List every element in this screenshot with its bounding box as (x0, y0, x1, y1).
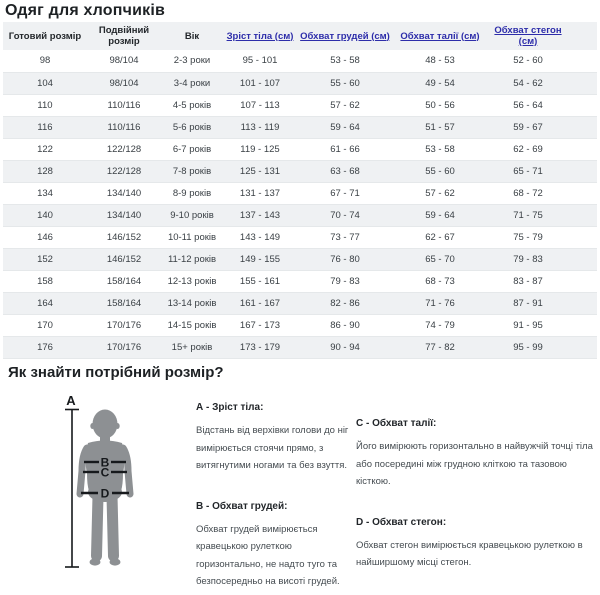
table-cell: 71 - 75 (487, 204, 597, 226)
column-header (487, 22, 597, 50)
table-cell: 167 - 173 (223, 314, 297, 336)
table-cell: 137 - 143 (223, 204, 297, 226)
table-cell: 5-6 років (161, 116, 223, 138)
table-cell: 4-5 років (161, 94, 223, 116)
column-header: Вік (161, 22, 223, 50)
table-row (3, 226, 597, 248)
table-cell: 79 - 83 (297, 270, 393, 292)
header-row (3, 22, 597, 50)
table-cell: 113 - 119 (223, 116, 297, 138)
table-cell: 110/116 (87, 94, 161, 116)
table-cell: 161 - 167 (223, 292, 297, 314)
table-cell: 65 - 70 (393, 248, 487, 270)
table-cell: 59 - 67 (487, 116, 597, 138)
table-cell: 53 - 58 (297, 50, 393, 72)
table-cell: 152 (3, 248, 87, 270)
table-cell: 68 - 73 (393, 270, 487, 292)
table-cell: 143 - 149 (223, 226, 297, 248)
table-row (3, 138, 597, 160)
guide-item-text: Обхват стегон вимірюється кравецькою рулеткою в найширшому місці стегон. (356, 539, 583, 569)
table-row (3, 204, 597, 226)
table-cell: 65 - 71 (487, 160, 597, 182)
table-row (3, 116, 597, 138)
table-cell: 62 - 67 (393, 226, 487, 248)
size-table-header (3, 22, 597, 50)
page-title: Одяг для хлопчиків (5, 2, 166, 19)
guide-item (196, 402, 356, 475)
guide-item-text: Його вимірюють горизонтально в найвужчій точці тіла або посередині між грудною кліткою та тазовою кісткою. (356, 441, 593, 488)
table-cell: 86 - 90 (297, 314, 393, 336)
table-cell: 170/176 (87, 314, 161, 336)
table-cell: 9-10 років (161, 204, 223, 226)
table-row (3, 248, 597, 270)
table-cell: 53 - 58 (393, 138, 487, 160)
table-row (3, 50, 597, 72)
table-cell: 71 - 76 (393, 292, 487, 314)
table-cell: 59 - 64 (297, 116, 393, 138)
column-header-link[interactable]: Зріст тіла (см) (226, 30, 294, 42)
table-cell: 146/152 (87, 226, 161, 248)
table-cell: 107 - 113 (223, 94, 297, 116)
table-cell: 158/164 (87, 292, 161, 314)
table-cell: 110 (3, 94, 87, 116)
table-cell: 95 - 99 (487, 336, 597, 358)
table-cell: 55 - 60 (297, 72, 393, 94)
table-cell: 119 - 125 (223, 138, 297, 160)
section-title: Як знайти потрібний розмір? (8, 364, 224, 381)
guide-item-heading: С - Обхват талії: (356, 418, 437, 429)
guide-column-right (356, 418, 594, 572)
table-cell: 173 - 179 (223, 336, 297, 358)
table-cell: 134 (3, 182, 87, 204)
table-cell: 11-12 років (161, 248, 223, 270)
table-cell: 59 - 64 (393, 204, 487, 226)
table-cell: 52 - 60 (487, 50, 597, 72)
table-cell: 8-9 років (161, 182, 223, 204)
table-cell: 51 - 57 (393, 116, 487, 138)
table-cell: 14-15 років (161, 314, 223, 336)
table-cell: 101 - 107 (223, 72, 297, 94)
table-row (3, 292, 597, 314)
table-cell: 98 (3, 50, 87, 72)
table-cell: 12-13 років (161, 270, 223, 292)
silhouette-feet (90, 558, 121, 565)
table-cell: 10-11 років (161, 226, 223, 248)
table-row (3, 270, 597, 292)
size-table-body (3, 50, 597, 358)
table-cell: 2-3 роки (161, 50, 223, 72)
table-cell: 98/104 (87, 50, 161, 72)
table-cell: 57 - 62 (297, 94, 393, 116)
column-header-link[interactable]: Обхват грудей (см) (300, 30, 390, 42)
table-cell: 158/164 (87, 270, 161, 292)
table-cell: 70 - 74 (297, 204, 393, 226)
column-header: Подвійний розмір (87, 22, 161, 50)
table-cell: 87 - 91 (487, 292, 597, 314)
label-a: A (66, 393, 76, 408)
column-header-link[interactable]: Обхват талії (см) (400, 30, 480, 42)
table-cell: 140 (3, 204, 87, 226)
table-cell: 54 - 62 (487, 72, 597, 94)
column-header (297, 22, 393, 50)
table-cell: 134/140 (87, 182, 161, 204)
table-cell: 128 (3, 160, 87, 182)
table-cell: 83 - 87 (487, 270, 597, 292)
table-cell: 67 - 71 (297, 182, 393, 204)
table-cell: 62 - 69 (487, 138, 597, 160)
table-cell: 55 - 60 (393, 160, 487, 182)
table-cell: 57 - 62 (393, 182, 487, 204)
table-cell: 164 (3, 292, 87, 314)
column-header: Готовий розмір (3, 22, 87, 50)
table-row (3, 336, 597, 358)
table-cell: 134/140 (87, 204, 161, 226)
guide-item-heading: В - Обхват грудей: (196, 500, 288, 512)
table-cell: 146/152 (87, 248, 161, 270)
guide-column-left (196, 402, 356, 591)
height-measure-line (65, 410, 79, 568)
table-cell: 75 - 79 (487, 226, 597, 248)
table-cell: 91 - 95 (487, 314, 597, 336)
table-cell: 170 (3, 314, 87, 336)
table-cell: 98/104 (87, 72, 161, 94)
guide-item-heading: D - Обхват стегон: (356, 516, 447, 528)
table-cell: 125 - 131 (223, 160, 297, 182)
table-cell: 104 (3, 72, 87, 94)
table-cell: 116 (3, 116, 87, 138)
table-cell: 95 - 101 (223, 50, 297, 72)
label-c: C (100, 465, 110, 480)
table-cell: 73 - 77 (297, 226, 393, 248)
table-cell: 90 - 94 (297, 336, 393, 358)
label-d: D (100, 486, 110, 501)
table-cell: 7-8 років (161, 160, 223, 182)
table-cell: 49 - 54 (393, 72, 487, 94)
table-row (3, 182, 597, 204)
table-cell: 77 - 82 (393, 336, 487, 358)
table-cell: 76 - 80 (297, 248, 393, 270)
guide-item (196, 501, 356, 591)
table-cell: 131 - 137 (223, 182, 297, 204)
table-cell: 68 - 72 (487, 182, 597, 204)
table-cell: 122/128 (87, 138, 161, 160)
table-cell: 158 (3, 270, 87, 292)
table-cell: 63 - 68 (297, 160, 393, 182)
column-header (223, 22, 297, 50)
table-cell: 110/116 (87, 116, 161, 138)
table-cell: 61 - 66 (297, 138, 393, 160)
measurement-diagram (55, 393, 190, 593)
table-row (3, 314, 597, 336)
column-header (393, 22, 487, 50)
table-row (3, 160, 597, 182)
table-cell: 82 - 86 (297, 292, 393, 314)
table-cell: 50 - 56 (393, 94, 487, 116)
table-cell: 122 (3, 138, 87, 160)
column-header-link[interactable]: Обхват стегон (см) (494, 25, 562, 47)
table-cell: 149 - 155 (223, 248, 297, 270)
guide-item-text: Відстань від верхівки голови до ніг вимірюється стоячи прямо, з витягнутими ногами та без взуття. (196, 425, 349, 472)
table-cell: 170/176 (87, 336, 161, 358)
table-cell: 122/128 (87, 160, 161, 182)
guide-item-heading: А - Зріст тіла: (196, 402, 264, 413)
table-cell: 48 - 53 (393, 50, 487, 72)
table-cell: 74 - 79 (393, 314, 487, 336)
table-cell: 13-14 років (161, 292, 223, 314)
guide-item (356, 517, 594, 572)
size-table (3, 22, 597, 359)
table-cell: 79 - 83 (487, 248, 597, 270)
child-silhouette-figure (55, 393, 190, 593)
table-cell: 146 (3, 226, 87, 248)
table-cell: 15+ років (161, 336, 223, 358)
table-row (3, 72, 597, 94)
table-row (3, 94, 597, 116)
table-cell: 6-7 років (161, 138, 223, 160)
table-cell: 3-4 роки (161, 72, 223, 94)
table-cell: 56 - 64 (487, 94, 597, 116)
label-b: B (100, 455, 110, 470)
table-cell: 155 - 161 (223, 270, 297, 292)
guide-item (356, 418, 594, 491)
table-cell: 176 (3, 336, 87, 358)
guide-item-text: Обхват грудей вимірюється кравецькою рулеткою горизонтально, не надто туго та безпосередньо на висоті грудей. (196, 523, 340, 588)
